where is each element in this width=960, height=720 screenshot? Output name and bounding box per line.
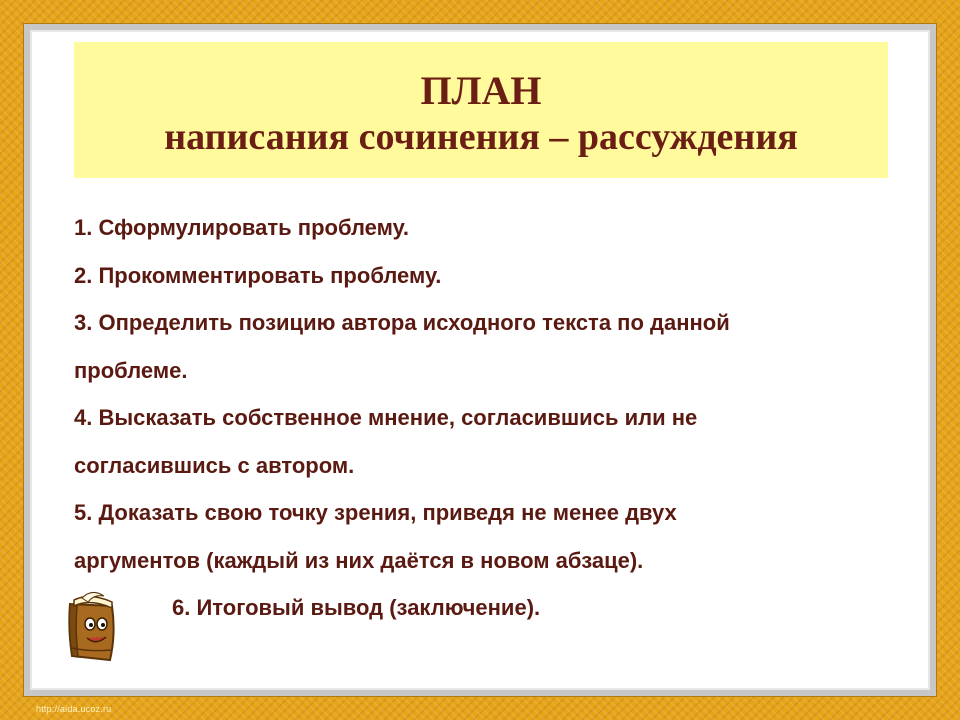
plan-step-1: 1. Сформулировать проблему.	[74, 215, 410, 240]
plan-step-4-continued: согласившись с автором.	[74, 452, 355, 478]
plan-steps-list	[74, 204, 894, 632]
title-box	[74, 42, 888, 178]
plan-step-3: 3. Определить позицию автора исходного текста по данной	[74, 310, 730, 335]
cartoon-book-icon	[60, 590, 124, 662]
plan-step-5: 5. Доказать свою точку зрения, приведя не менее двух	[74, 500, 677, 525]
plan-step-5-continued: аргументов (каждый из них даётся в новом абзаце).	[74, 547, 644, 573]
page-title: ПЛАН	[420, 68, 542, 113]
plan-step-2: 2. Прокомментировать проблему.	[74, 262, 442, 288]
plan-step-3-continued: проблеме.	[74, 357, 188, 383]
page-subtitle: написания сочинения – рассуждения	[164, 116, 798, 158]
plan-step-6: 6. Итоговый вывод (заключение).	[172, 595, 541, 620]
source-watermark: http://aida.ucoz.ru	[36, 704, 112, 714]
plan-step-4: 4. Высказать собственное мнение, согласившись или не	[74, 405, 698, 430]
